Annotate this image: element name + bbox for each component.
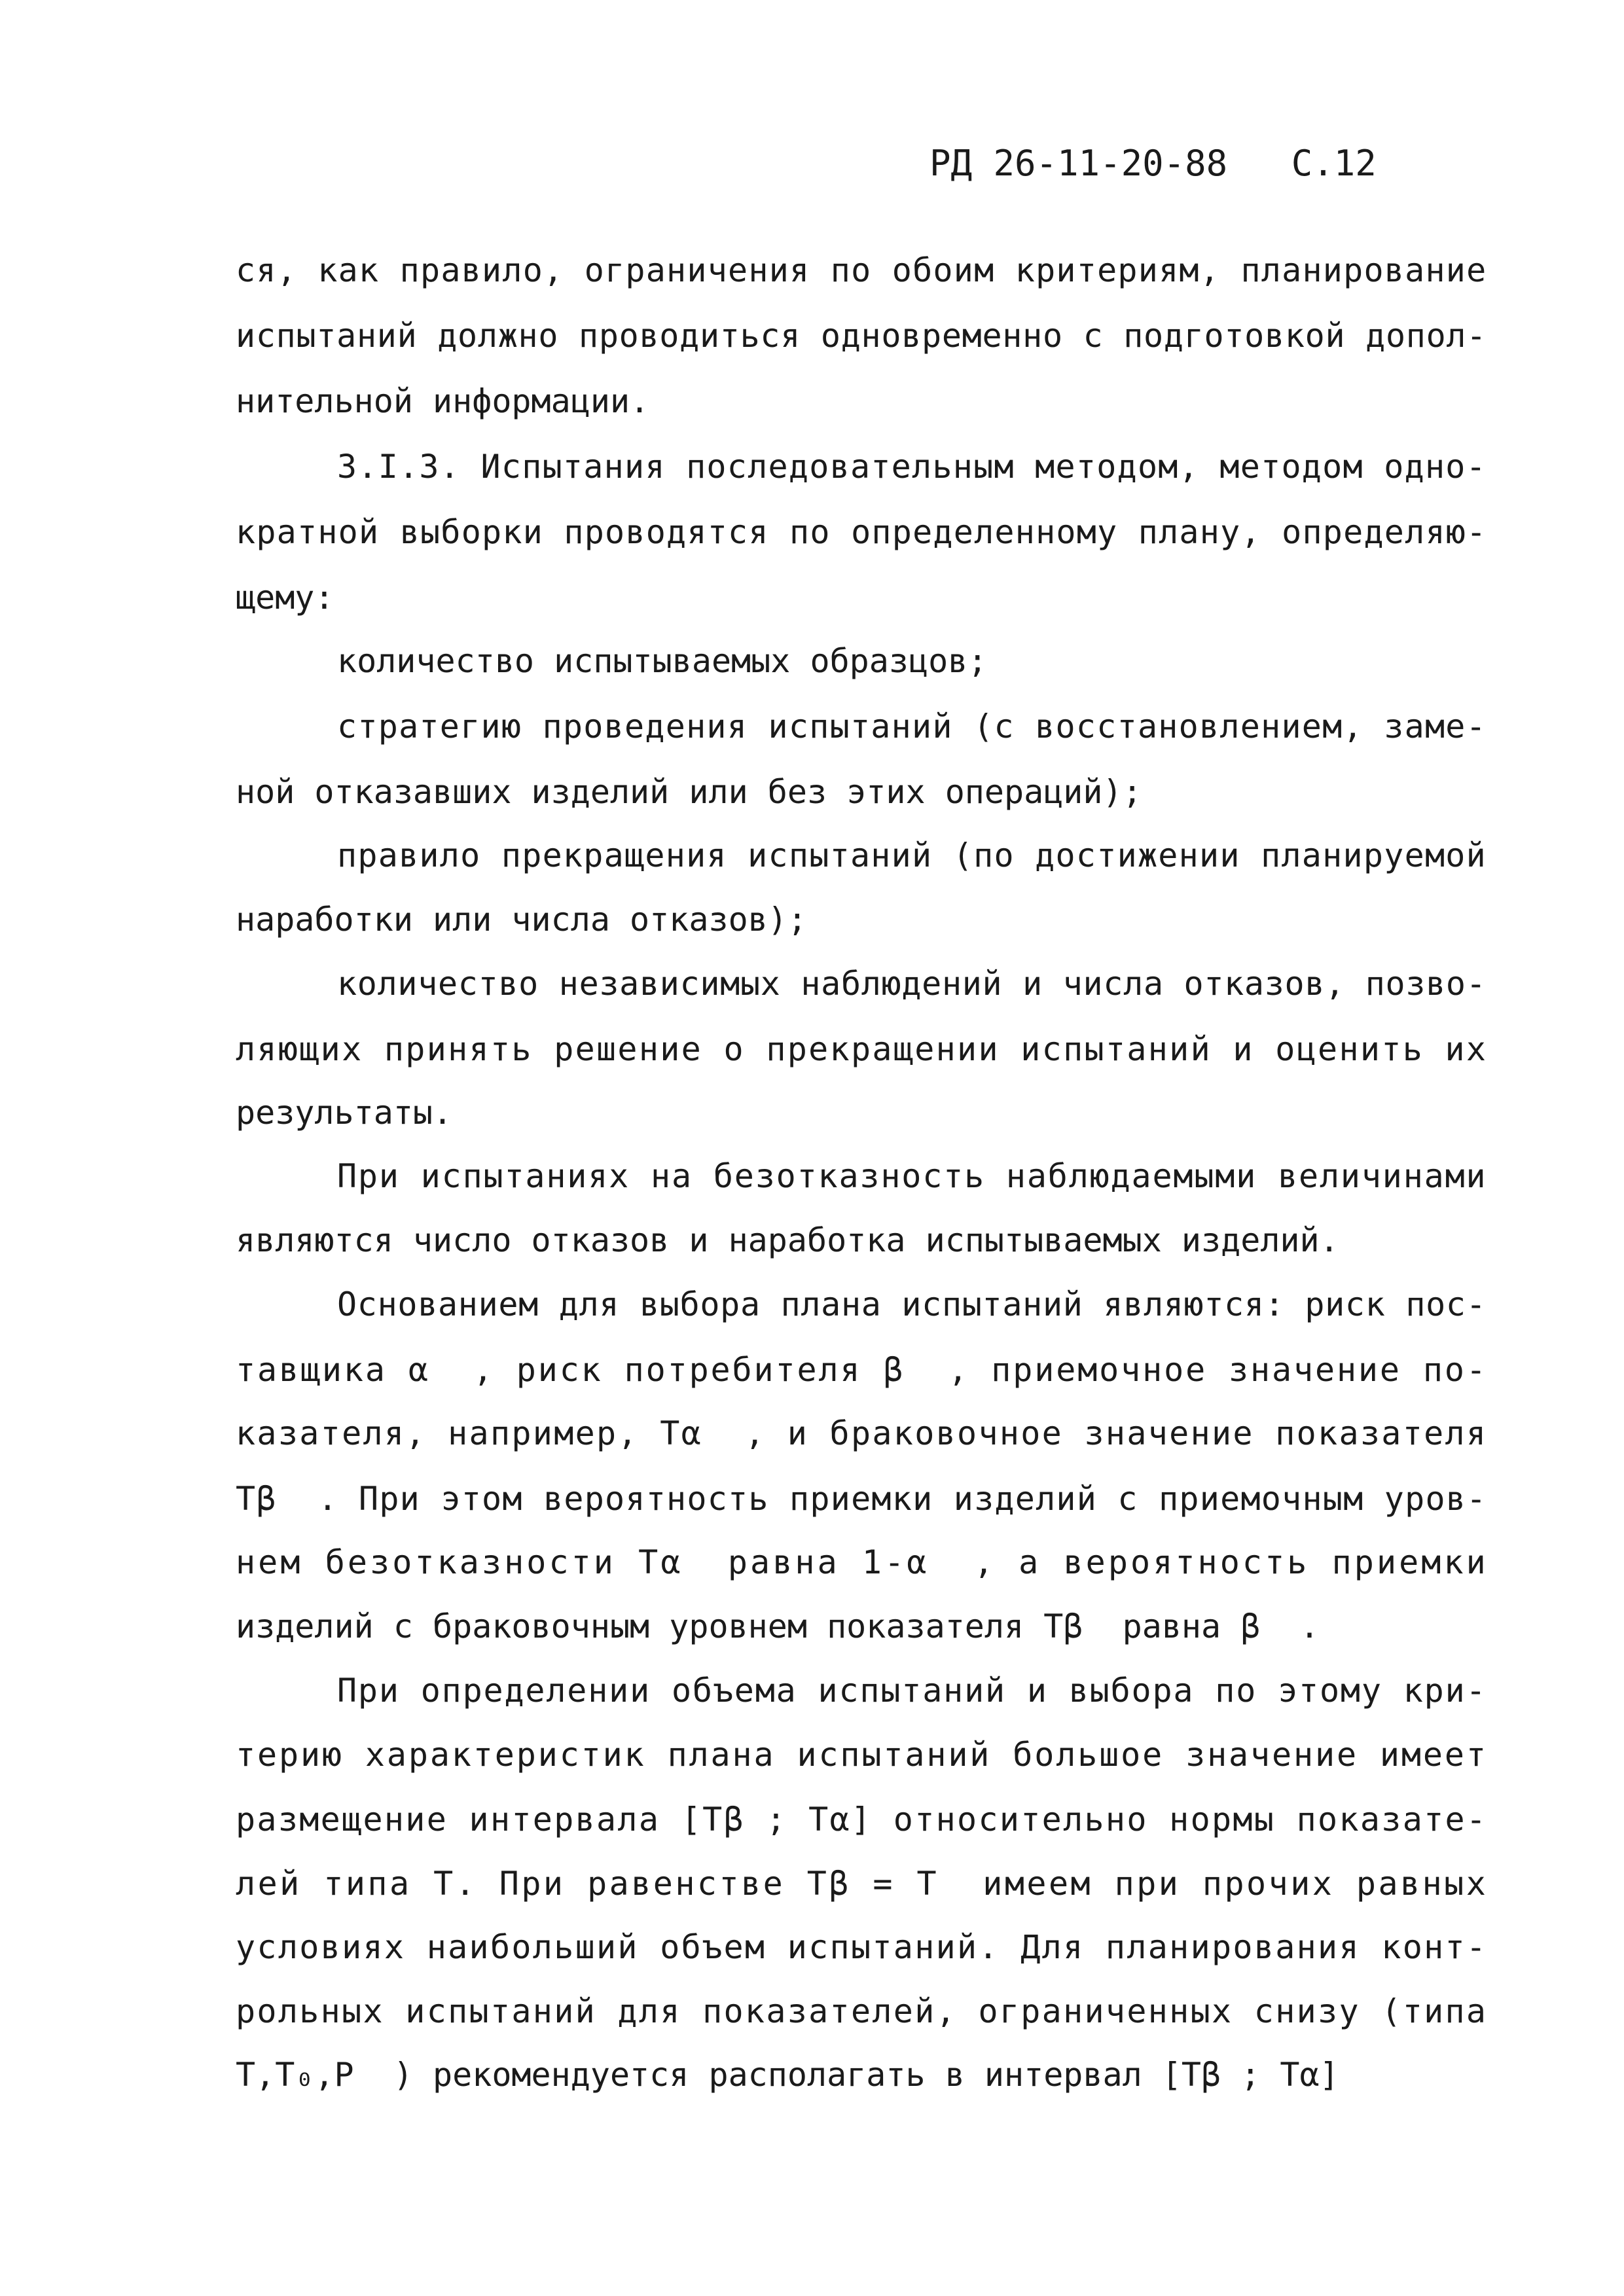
- text-line: лей типа Т. При равенстве Tβ = T имеем при прочих равных: [236, 1865, 1489, 1903]
- text-line: нительной информации.: [236, 382, 650, 420]
- text-line: T,T₀,P ) рекомендуется располагать в интервал [Tβ ; Tα]: [236, 2056, 1339, 2094]
- list-item-line: количество испытываемых образцов;: [337, 642, 988, 680]
- text-line: являются число отказов и наработка испытываемых изделий.: [236, 1221, 1339, 1259]
- text-line: тавщика α , риск потребителя β , приемочное значение по-: [236, 1351, 1488, 1389]
- text-line: размещение интервала [Tβ ; Tα] относительно нормы показате-: [236, 1801, 1488, 1839]
- text-line: щему:: [236, 579, 334, 617]
- text-line: ся, как правило, ограничения по обоим критериям, планирование: [236, 251, 1487, 289]
- document-code: РД 26-11-20-88: [929, 143, 1228, 184]
- text-line: ной отказавших изделий или без этих операций);: [236, 773, 1142, 811]
- list-item-line: правило прекращения испытаний (по достижении планируемой: [337, 836, 1487, 874]
- list-item-line: стратегию проведения испытаний (с восстановлением, заме-: [337, 708, 1487, 745]
- text-line: результаты.: [236, 1094, 453, 1132]
- text-line: терию характеристик плана испытаний большое значение имеет: [236, 1736, 1488, 1774]
- text-line: рольных испытаний для показателей, ограниченных снизу (типа: [236, 1992, 1488, 2030]
- paragraph-heading-line: 3.I.3. Испытания последовательным методом, методом одно-: [337, 448, 1487, 486]
- text-line: Tβ . При этом вероятность приемки изделий с приемочным уров-: [236, 1480, 1487, 1518]
- paragraph-line: При определении объема испытаний и выбора по этому кри-: [337, 1672, 1487, 1710]
- text-line: кратной выборки проводятся по определенному плану, определяю-: [236, 513, 1487, 551]
- text-line: ляющих принять решение о прекращении испытаний и оценить их: [236, 1030, 1488, 1068]
- text-line: нем безотказности Tα равна 1-α , а вероятность приемки: [236, 1543, 1489, 1581]
- text-line: условиях наибольший объем испытаний. Для планирования конт-: [236, 1928, 1488, 1966]
- text-line: казателя, например, Tα , и браковочное значение показателя: [236, 1414, 1488, 1452]
- page-number: С.12: [1291, 143, 1377, 184]
- paragraph-line: Основанием для выбора плана испытаний являются: риск пос-: [337, 1285, 1487, 1323]
- paragraph-line: При испытаниях на безотказность наблюдаемыми величинами: [337, 1157, 1487, 1195]
- page-header: [929, 143, 1377, 184]
- list-item-line: количество независимых наблюдений и числа отказов, позво-: [337, 965, 1487, 1003]
- text-line: испытаний должно проводиться одновременно с подготовкой допол-: [236, 317, 1487, 355]
- text-line: изделий с браковочным уровнем показателя Tβ равна β .: [236, 1607, 1320, 1645]
- text-line: наработки или числа отказов);: [236, 901, 807, 939]
